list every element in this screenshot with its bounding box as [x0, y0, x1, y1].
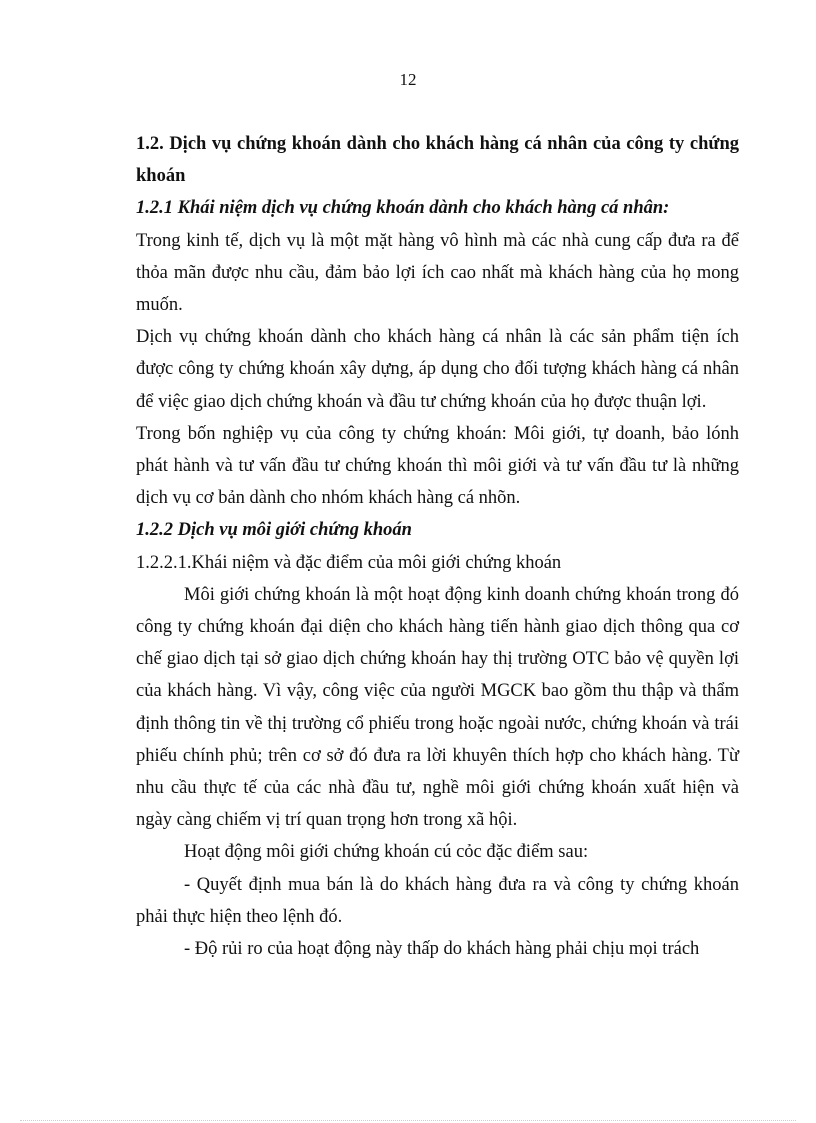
page-number: 12	[399, 70, 417, 89]
paragraph: Hoạt động môi giới chứng khoán cú cỏc đặc điểm sau:	[184, 842, 589, 863]
paragraph: Môi giới chứng khoán là một hoạt động kinh doanh chứng khoán trong đó công ty chứng khoán đại diện cho khách hàng tiến hành giao dịch thông qua cơ chế giao dịch tại sở giao dịch chứng khoán hay thị trường OTC bảo vệ quyền lợi của khách hàng. Vì vậy, công việc của người MGCK bao gồm thu thập và thẩm định thông tin về thị trường cổ phiếu trong hoặc ngoài nước, chứng khoán và trái phiếu chính phủ; trên cơ sở đó đưa ra lời khuyên thích hợp cho khách hàng. Từ nhu cầu thực tế của các nhà đầu tư, nghề môi giới chứng khoán xuất hiện và ngày càng chiếm vị trí quan trọng hơn trong xã hội.	[136, 584, 739, 831]
paragraph: Dịch vụ chứng khoán dành cho khách hàng cá nhân là các sản phẩm tiện ích được công ty chứng khoán xây dựng, áp dụng cho đối tượng khách hàng cá nhân để việc giao dịch chứng khoán và đầu tư chứng khoán của họ được thuận lợi.	[136, 327, 739, 412]
page-bottom-divider	[20, 1120, 796, 1121]
list-item: - Độ rủi ro của hoạt động này thấp do khách hàng phải chịu mọi trách	[184, 939, 700, 960]
subsection-heading-1-2-1: 1.2.1 Khái niệm dịch vụ chứng khoán dành cho khách hàng cá nhân:	[136, 198, 670, 219]
document-body	[136, 128, 739, 965]
section-heading: 1.2. Dịch vụ chứng khoán dành cho khách hàng cá nhân của công ty chứng khoán	[136, 134, 739, 187]
subsubsection-heading: 1.2.2.1.Khái niệm và đặc điểm của môi giới chứng khoán	[136, 552, 562, 573]
list-item: - Quyết định mua bán là do khách hàng đưa ra và công ty chứng khoán phải thực hiện theo lệnh đó.	[136, 874, 739, 927]
paragraph: Trong bốn nghiệp vụ của công ty chứng khoán: Môi giới, tự doanh, bảo lónh phát hành và tư vấn đầu tư chứng khoán thì môi giới và tư vấn đầu tư là những dịch vụ cơ bản dành cho nhóm khách hàng cá nhõn.	[136, 423, 739, 509]
paragraph: Trong kinh tế, dịch vụ là một mặt hàng vô hình mà các nhà cung cấp đưa ra để thỏa mãn được nhu cầu, đảm bảo lợi ích cao nhất mà khách hàng của họ mong muốn.	[136, 230, 739, 316]
subsection-heading-1-2-2: 1.2.2 Dịch vụ môi giới chứng khoán	[136, 520, 412, 541]
